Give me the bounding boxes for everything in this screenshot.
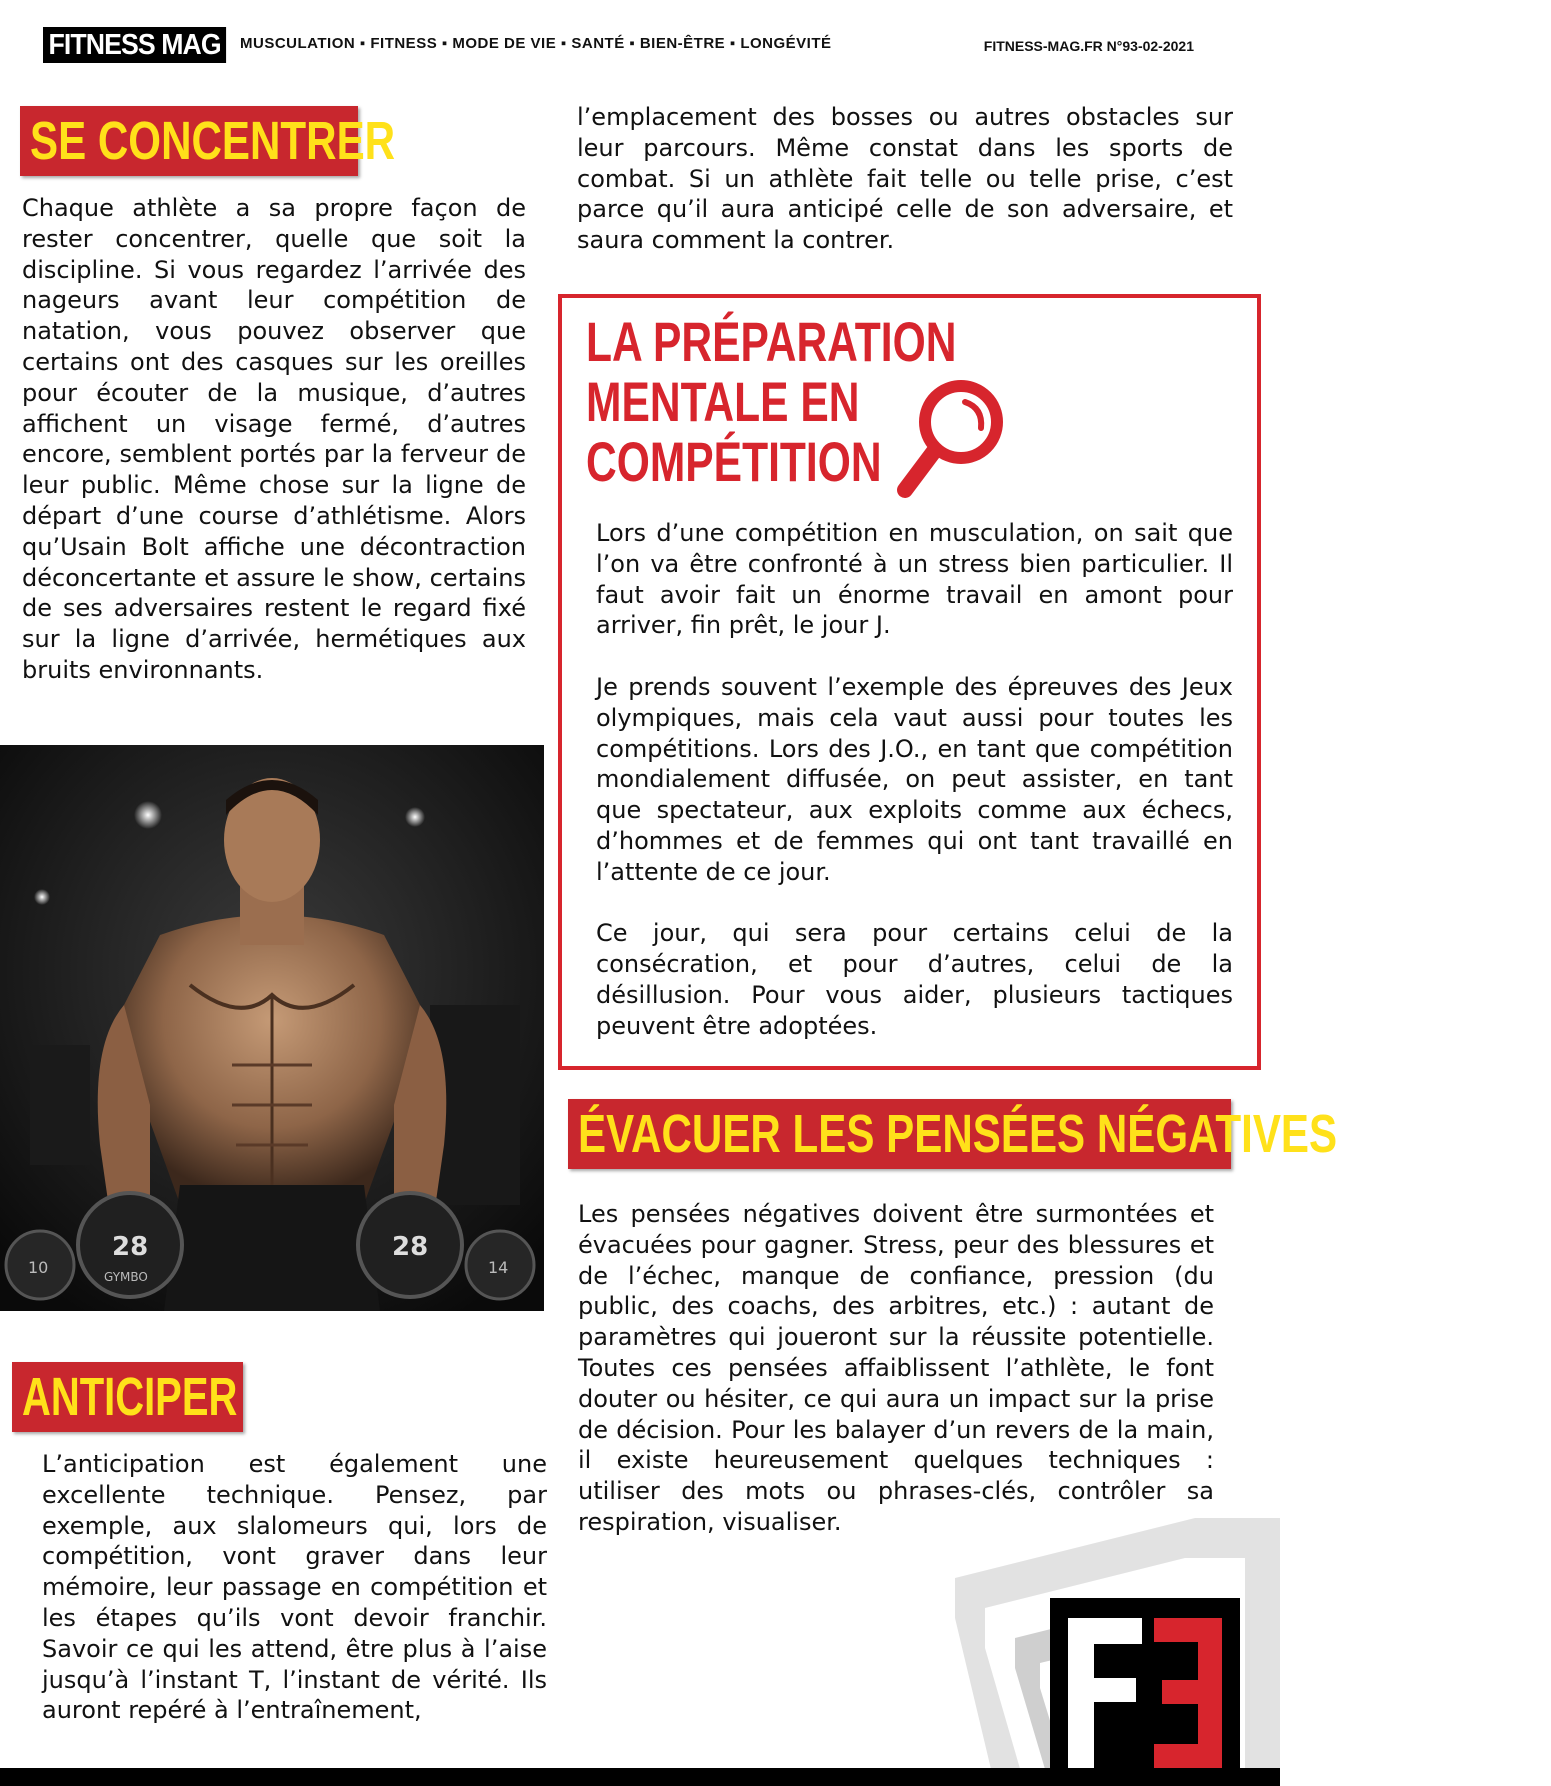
issue-number: FITNESS-MAG.FR N°93-02-2021: [983, 38, 1194, 54]
dumbbell-label-right: 28: [392, 1232, 429, 1262]
section-banner-anticiper: [12, 1362, 243, 1432]
brand-logo: FITNESS MAG: [43, 27, 226, 63]
athlete-illustration: [0, 745, 544, 1311]
plate-small-left: 10: [28, 1258, 49, 1277]
plate-brand: GYMBO: [104, 1270, 148, 1284]
feature-title-line: COMPÉTITION: [586, 430, 882, 493]
section-banner-concentrer: [20, 106, 396, 176]
section-banner-evacuer: [568, 1099, 1338, 1169]
text-concentrer: Chaque athlète a sa propre façon de rester concentrer, quelle que soit la discipline. Si vous regardez l’arrivée des nageurs avant leur compétition de natation, vous pouvez observer que certains ont des casques sur les oreilles pour écouter de la musique, d’autres affichent un visage fermé, d’autres encore, semblent portés par la ferveur de leur public. Même chose sur la ligne de départ d’une course d’athlétisme. Alors qu’Usain Bolt affiche une décontraction déconcertante et assure le show, certains de ses adversaires restent le regard fixé sur la ligne d’arrivée, hermétiques aux bruits environnants.: [22, 194, 526, 684]
paragraph: Les pensées négatives doivent être surmontées et évacuées pour gagner. Stress, peur des blessures et de l’échec, manque de confiance, pression (du public, des coachs, des arbitres, etc.) : autant de paramètres qui joueront sur la réussite potentielle. Toutes ces pensées affaiblissent l’athlète, le font douter ou hésiter, ce qui aura un impact sur la prise de décision. Pour les balayer d’un revers de la main, il existe heureusement quelques techniques : utiliser des mots ou phrases-clés, contrôler sa respiration, visualiser.: [578, 1200, 1214, 1536]
dumbbell-label-left: 28: [112, 1232, 149, 1262]
paragraph: Je prends souvent l’exemple des épreuves des Jeux olympiques, mais cela vaut aussi pour toutes les compétitions. Lors des J.O., en tant que compétition mondialement diffusée, on peut assister, en tant que spectateur, aux exploits comme aux échecs, d’hommes et de femmes qui ont tant travaillé en l’attente de ce jour.: [596, 672, 1233, 886]
text-evacuer: [578, 1199, 1214, 1538]
paragraph: Lors d’une compétition en musculation, on sait que l’on va être confronté à un stress bien particulier. Il faut avoir fait un énorme travail en amont pour arriver, fin prêt, le jour J.: [596, 519, 1233, 640]
athlete-photo: [0, 745, 544, 1311]
section-title: ÉVACUER LES PENSÉES NÉGATIVES: [578, 1104, 1338, 1164]
plate-small-right: 14: [488, 1258, 509, 1277]
category-nav: MUSCULATION ▪ FITNESS ▪ MODE DE VIE ▪ SANTÉ ▪ BIEN-ÊTRE ▪ LONGÉVITÉ: [240, 35, 832, 52]
magnifier-icon: [895, 376, 1007, 502]
section-title: SE CONCENTRER: [30, 111, 396, 171]
text-anticiper-continued: l’emplacement des bosses ou autres obstacles sur leur parcours. Même constat dans les sports de combat. Si un athlète fait telle ou telle prise, c’est parce qu’il aura anticipé celle de son adversaire, et saura comment la contrer.: [577, 103, 1233, 255]
footer-bar: [0, 1768, 1280, 1786]
feature-box-text: [596, 518, 1233, 1072]
feature-box: [558, 294, 1261, 1070]
feature-title-line: LA PRÉPARATION: [586, 310, 957, 373]
feature-title-line: MENTALE EN: [586, 370, 860, 433]
text-anticiper: L’anticipation est également une excellente technique. Pensez, par exemple, aux slalomeurs qui, lors de compétition, vont graver dans leur mémoire, leur passage en compétition et les étapes qu’ils vont devoir franchir. Savoir ce qui les attend, être plus à l’aise jusqu’à l’instant T, l’instant de vérité. Ils auront repéré à l’entraînement,: [42, 1450, 547, 1725]
f3-logo: [1050, 1598, 1240, 1786]
paragraph: Ce jour, qui sera pour certains celui de la consécration, et pour d’autres, celui de la désillusion. Pour vous aider, plusieurs tactiques peuvent être adoptées.: [596, 919, 1233, 1040]
page-header: [0, 0, 1280, 72]
section-title: ANTICIPER: [22, 1367, 238, 1427]
